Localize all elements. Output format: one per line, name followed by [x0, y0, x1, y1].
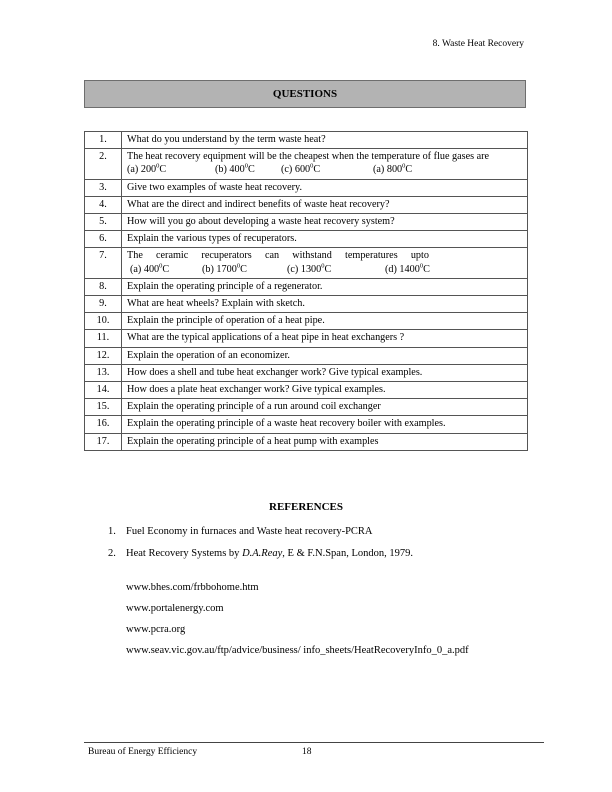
question-number: 16.: [85, 416, 122, 433]
question-text: Explain the operating principle of a waste heat recovery boiler with examples.: [122, 416, 528, 433]
question-text: How will you go about developing a waste heat recovery system?: [122, 214, 528, 231]
reference-text: Fuel Economy in furnaces and Waste heat recovery-PCRA: [126, 526, 373, 537]
url-link[interactable]: www.portalenergy.com: [126, 603, 224, 614]
question-text: Give two examples of waste heat recovery.: [122, 179, 528, 196]
answer-option: (c) $600^0C$: [281, 163, 321, 176]
question-row: [85, 364, 528, 381]
url-link[interactable]: www.pcra.org: [126, 624, 186, 635]
question-number: 7.: [85, 248, 122, 278]
url-link[interactable]: www.seav.vic.gov.au/ftp/advice/business/ info_sheets/HeatRecoveryInfo_0_a.pdf: [126, 645, 469, 656]
question-text: How does a shell and tube heat exchanger work? Give typical examples.: [122, 364, 528, 381]
question-text: What are the typical applications of a heat pipe in heat exchangers ?: [122, 330, 528, 347]
question-text: Explain the operation of an economizer.: [122, 347, 528, 364]
question-row: [85, 214, 528, 231]
question-number: 11.: [85, 330, 122, 347]
question-text: Explain the principle of operation of a heat pipe.: [122, 313, 528, 330]
question-row: [85, 248, 528, 278]
question-number: 2.: [85, 149, 122, 179]
question-text: Explain the various types of recuperators.: [122, 231, 528, 248]
question-row: [85, 347, 528, 364]
question-row: [85, 278, 528, 295]
question-row: [85, 416, 528, 433]
question-row: [85, 132, 528, 149]
question-number: 6.: [85, 231, 122, 248]
question-row: [85, 296, 528, 313]
reference-item: [108, 526, 373, 537]
question-text: Explain the operating principle of a heat pump with examples: [122, 433, 528, 450]
running-header: 8. Waste Heat Recovery: [432, 39, 524, 49]
answer-option: (b) 1700$^0$C: [202, 262, 247, 275]
question-number: 12.: [85, 347, 122, 364]
reference-author: D.A.Reay: [242, 548, 283, 559]
question-row: [85, 382, 528, 399]
question-number: 5.: [85, 214, 122, 231]
questions-title: QUESTIONS: [272, 88, 338, 100]
question-text: Explain the operating principle of a regenerator.: [122, 278, 528, 295]
reference-text: , E & F.N.Span, London, 1979.: [282, 548, 413, 559]
references-title: REFERENCES: [269, 501, 343, 513]
question-number: 17.: [85, 433, 122, 450]
question-row: [85, 231, 528, 248]
question-number: 10.: [85, 313, 122, 330]
question-number: 8.: [85, 278, 122, 295]
question-text: What are heat wheels? Explain with sketch.: [122, 296, 528, 313]
answer-options: [127, 264, 522, 276]
answer-option: (c) 1300$^0$C: [287, 262, 332, 275]
question-text: The ceramic recuperators can withstand temperatures upto: [127, 250, 429, 262]
question-row: [85, 433, 528, 450]
question-text: How does a plate heat exchanger work? Give typical examples.: [122, 382, 528, 399]
question-number: 13.: [85, 364, 122, 381]
question-number: 3.: [85, 179, 122, 196]
question-row: [85, 330, 528, 347]
answer-option: (b) $400^0C$: [215, 163, 255, 176]
question-text: The heat recovery equipment will be the cheapest when the temperature of flue gases are: [127, 151, 490, 163]
question-text: What do you understand by the term waste heat?: [122, 132, 528, 149]
question-number: 14.: [85, 382, 122, 399]
question-cell: [122, 248, 528, 278]
question-row: [85, 149, 528, 179]
answer-option: (a) $200^0C$: [127, 163, 167, 176]
reference-number: 1.: [108, 526, 116, 537]
footer-divider: [84, 742, 544, 743]
question-row: [85, 313, 528, 330]
question-cell: [122, 149, 528, 179]
question-number: 1.: [85, 132, 122, 149]
answer-options: [127, 164, 522, 176]
answer-option: (a) $400^0C$: [130, 262, 170, 275]
footer-organization: Bureau of Energy Efficiency: [88, 747, 198, 757]
questions-heading: [84, 80, 526, 108]
question-number: 9.: [85, 296, 122, 313]
reference-item: [108, 548, 413, 559]
question-row: [85, 399, 528, 416]
page-number: 18: [302, 747, 312, 757]
url-link[interactable]: www.bhes.com/frbbohome.htm: [126, 582, 259, 593]
question-number: 4.: [85, 196, 122, 213]
answer-option: (a) $800^0C$: [373, 163, 413, 176]
answer-option: (d) 1400$^0$C: [385, 262, 430, 275]
question-text: What are the direct and indirect benefits of waste heat recovery?: [122, 196, 528, 213]
reference-text: Heat Recovery Systems by: [126, 548, 243, 559]
question-row: [85, 179, 528, 196]
questions-table: [84, 131, 528, 451]
question-text: Explain the operating principle of a run around coil exchanger: [122, 399, 528, 416]
reference-number: 2.: [108, 548, 116, 559]
question-row: [85, 196, 528, 213]
question-number: 15.: [85, 399, 122, 416]
